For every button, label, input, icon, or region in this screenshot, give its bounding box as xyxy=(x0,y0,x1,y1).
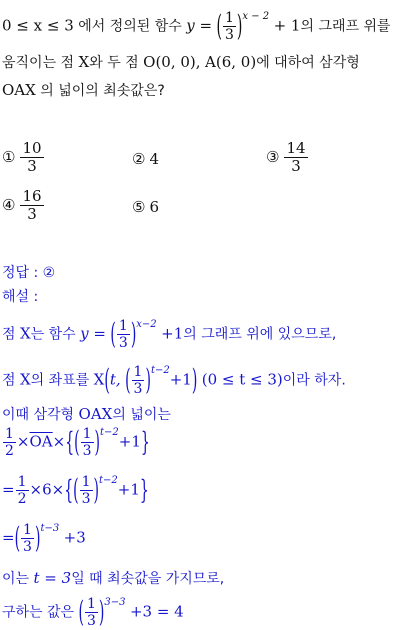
solution-line-2: 점 X의 좌표를 X(t, ( $\frac{1}{3}$ )$^{t-2}$+1) (0 ≤ t ≤ 3)이라 하자. xyxy=(2,363,346,398)
question-text: 움직이는 점 xyxy=(2,55,75,71)
triangle-oax: OAX xyxy=(2,81,36,99)
solution-line-5: = $\frac{1}{2}$ ×6×{( $\frac{1}{3}$ )$^{t-2}$+1} xyxy=(2,473,149,508)
question-line-1: 0 ≤ x ≤ 3 에서 정의된 함수 y = ( $\frac{1}{3}$ )$^{x - 2}$ + 1의 그래프 위를 xyxy=(2,9,391,44)
question-text: 의 그래프 위를 xyxy=(300,18,391,35)
solution-line-7: 이는 t = 3일 때 최솟값을 가지므로, xyxy=(2,569,225,587)
base-fraction: $\frac{1}{3}$ xyxy=(224,10,234,44)
solution-line-4: $\frac{1}{2}$ $\times\overline{OA}\times${( $\frac{1}{3}$ )$^{t-2}$+1} xyxy=(5,425,150,460)
question-text: 의 넓이의 최솟값은? xyxy=(40,83,165,99)
option-3[interactable]: ③ $\frac{14}{3}$ xyxy=(266,139,306,176)
question-line-3 xyxy=(2,80,165,100)
option-1[interactable]: ① $\frac{10}{3}$ xyxy=(2,139,42,176)
explanation-label: 해설 : xyxy=(2,289,39,305)
solution-line-1: 점 X는 함수 y = ( $\frac{1}{3}$ )$^{x-2}$ +1의 그래프 위에 있으므로, xyxy=(2,317,337,352)
question-text: 에서 정의된 함수 xyxy=(78,18,182,35)
point-a: A(6, 0) xyxy=(205,53,257,71)
plus-one: + 1 xyxy=(273,16,301,35)
exponent: x − 2 xyxy=(242,10,270,22)
option-5[interactable]: ⑤ 6 xyxy=(132,198,159,216)
solution-line-6: =( $\frac{1}{3}$ )$^{t-3}$ +3 xyxy=(2,521,86,556)
answer-label: 정답 : ② xyxy=(2,265,56,281)
point-x: X xyxy=(78,53,90,71)
solution-line-3: 이때 삼각형 OAX의 넓이는 xyxy=(2,405,171,423)
question-text: 와 두 점 xyxy=(89,55,139,71)
option-2[interactable]: ② 4 xyxy=(132,150,159,168)
question-line-2 xyxy=(2,52,360,72)
domain-range: 0 ≤ x ≤ 3 xyxy=(2,16,74,35)
point-o: O(0, 0), xyxy=(143,53,201,71)
solution-line-8: 구하는 값은 ( $\frac{1}{3}$ )$^{3-3}$ +3 = 4 xyxy=(2,595,184,630)
option-4[interactable]: ④ $\frac{16}{3}$ xyxy=(2,187,42,224)
function-y: y = xyxy=(186,16,213,35)
question-text: 에 대하여 삼각형 xyxy=(256,55,360,71)
